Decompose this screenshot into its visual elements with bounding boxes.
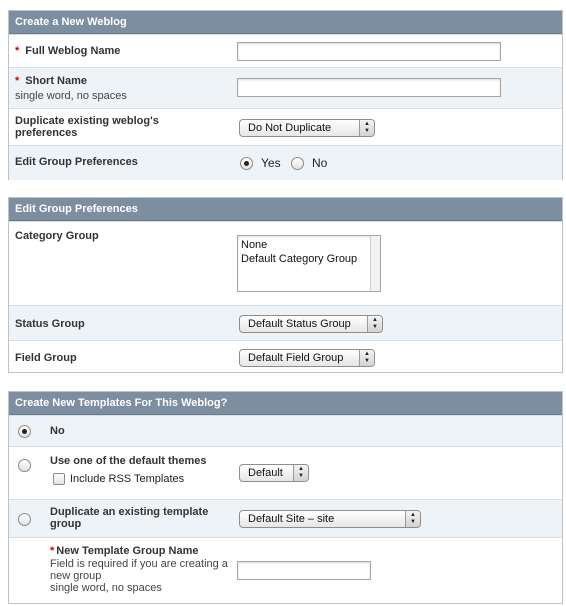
- required-mark: *: [50, 545, 55, 557]
- select-arrows-icon: ▲ ▼: [293, 465, 308, 481]
- theme-select[interactable]: Default ▲ ▼: [239, 464, 309, 482]
- category-option[interactable]: None: [241, 239, 268, 251]
- full-name-row: [9, 34, 562, 67]
- new-group-name-row: [9, 537, 562, 603]
- new-group-name-input[interactable]: [237, 561, 371, 580]
- duplicate-prefs-row: [9, 108, 562, 145]
- edit-group-prefs-label: Edit Group Preferences: [15, 156, 138, 168]
- short-name-row: [9, 67, 562, 108]
- required-mark: *: [15, 75, 20, 87]
- group-prefs-panel: [8, 197, 563, 373]
- create-weblog-header: Create a New Weblog: [9, 11, 562, 34]
- create-weblog-panel: [8, 10, 563, 180]
- edit-group-no-radio[interactable]: [291, 157, 304, 170]
- duplicate-group-row: [9, 499, 562, 537]
- edit-group-yes-radio[interactable]: [240, 157, 253, 170]
- status-group-label: Status Group: [15, 318, 85, 330]
- duplicate-prefs-select[interactable]: Do Not Duplicate ▲ ▼: [239, 119, 375, 137]
- default-themes-radio[interactable]: [18, 459, 31, 472]
- group-prefs-header: Edit Group Preferences: [9, 198, 562, 221]
- field-group-row: [9, 340, 562, 373]
- select-arrows-icon: ▲ ▼: [405, 511, 420, 527]
- edit-group-prefs-row: [9, 145, 562, 180]
- status-group-row: [9, 305, 562, 340]
- category-group-label: Category Group: [15, 230, 99, 242]
- duplicate-group-label: Duplicate an existing template group: [50, 506, 209, 530]
- templates-header: Create New Templates For This Weblog?: [9, 392, 562, 415]
- new-group-name-label: New Template Group Name: [56, 545, 199, 557]
- field-group-label: Field Group: [15, 352, 77, 364]
- include-rss-label: Include RSS Templates: [70, 473, 185, 485]
- category-group-listbox[interactable]: [237, 235, 381, 292]
- new-group-hint: Field is required if you are creating a new group: [50, 558, 228, 582]
- field-group-select[interactable]: Default Field Group ▲ ▼: [239, 349, 375, 367]
- short-name-hint: single word, no spaces: [15, 90, 127, 102]
- required-mark: *: [15, 45, 20, 57]
- templates-panel: [8, 391, 563, 604]
- templates-no-label: No: [50, 425, 65, 437]
- duplicate-group-select[interactable]: Default Site – site ▲ ▼: [239, 510, 421, 528]
- default-themes-label: Use one of the default themes: [50, 455, 207, 467]
- duplicate-group-radio[interactable]: [18, 513, 31, 526]
- default-themes-row: [9, 446, 562, 499]
- status-group-select[interactable]: Default Status Group ▲ ▼: [239, 315, 383, 333]
- yes-label: Yes: [261, 156, 281, 170]
- category-group-row: [9, 221, 562, 305]
- duplicate-prefs-label: Duplicate existing weblog's preferences: [15, 115, 159, 139]
- listbox-scrollbar[interactable]: [370, 236, 380, 291]
- full-name-label: Full Weblog Name: [25, 45, 121, 57]
- short-name-input[interactable]: [237, 78, 501, 97]
- no-label: No: [312, 156, 328, 170]
- templates-no-row: [9, 415, 562, 446]
- new-group-hint-2: single word, no spaces: [50, 582, 162, 594]
- full-name-input[interactable]: [237, 42, 501, 61]
- include-rss-checkbox[interactable]: [53, 473, 65, 485]
- select-arrows-icon: ▲ ▼: [359, 350, 374, 366]
- category-option[interactable]: Default Category Group: [241, 253, 358, 265]
- short-name-label: Short Name: [25, 75, 88, 87]
- select-arrows-icon: ▲ ▼: [359, 120, 374, 136]
- templates-no-radio[interactable]: [18, 425, 31, 438]
- select-arrows-icon: ▲ ▼: [367, 316, 382, 332]
